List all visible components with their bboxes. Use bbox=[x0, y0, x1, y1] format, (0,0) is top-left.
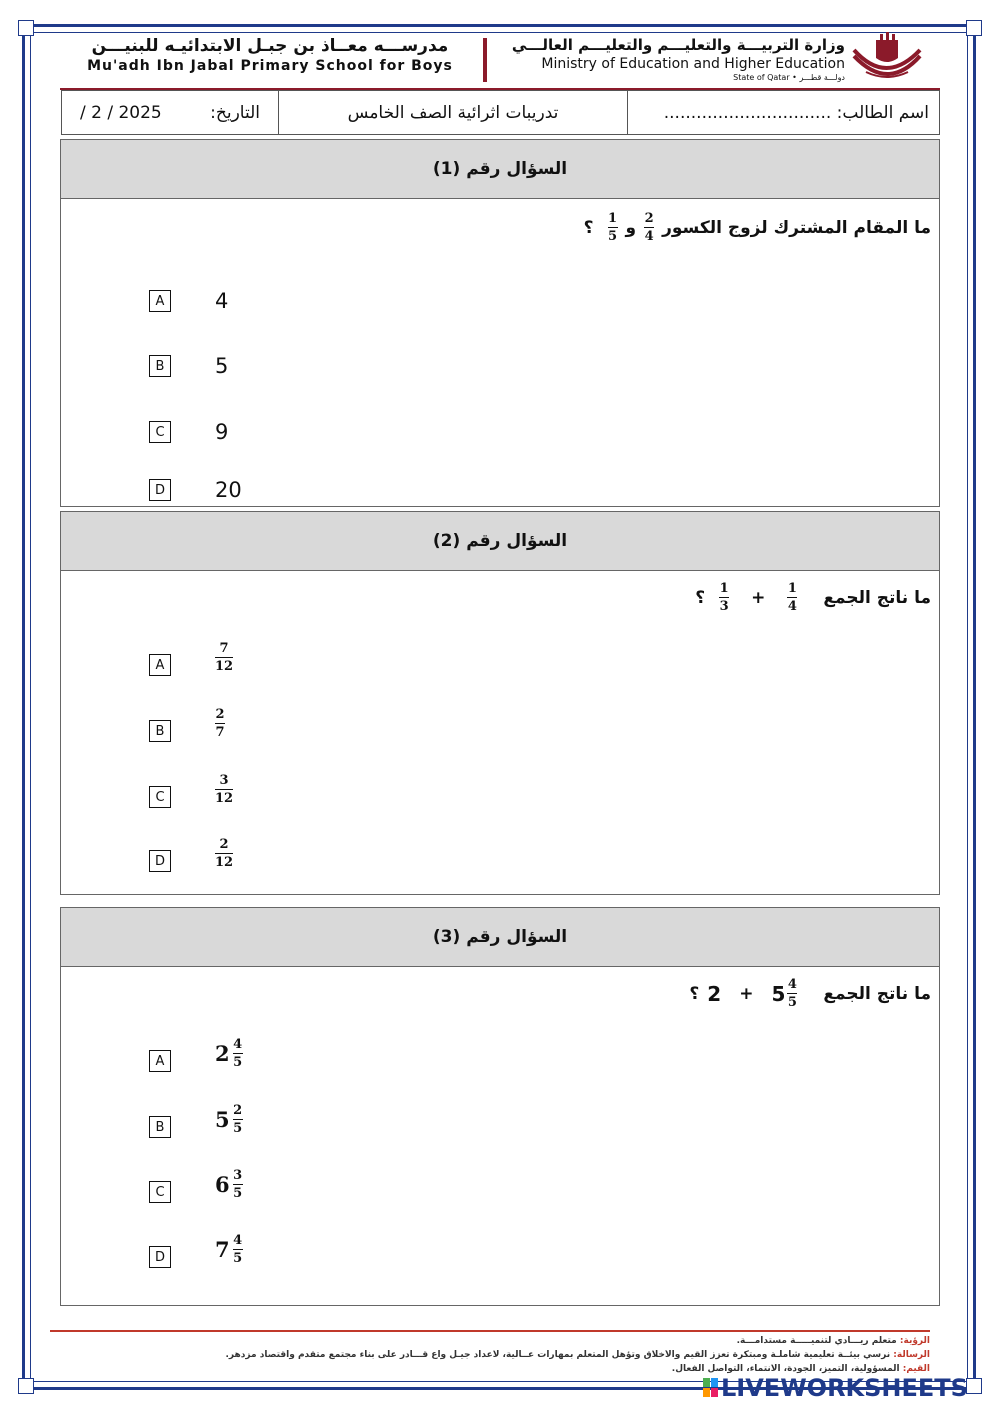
option-d[interactable] bbox=[149, 1233, 243, 1268]
date-label: التاريخ: bbox=[210, 102, 260, 123]
fraction: $\frac{4}{5}$ bbox=[787, 977, 797, 1010]
date-field[interactable] bbox=[62, 91, 278, 134]
question-2-heading: السؤال رقم (2) bbox=[61, 512, 939, 571]
mission-text: نرسي بيئــة تعليمية شاملـة ومبتكرة تعزز القيم والأخلاق وتؤهل المتعلم بمهارات عــالية، لاعداد جيـل واع قـــادر على بناء مجتمع متقدم واقتصاد مزدهر. bbox=[225, 1350, 891, 1360]
option-letter[interactable]: A bbox=[149, 654, 171, 676]
corner-ornament bbox=[18, 20, 34, 36]
header-divider bbox=[483, 38, 487, 82]
option-letter[interactable]: B bbox=[149, 355, 171, 377]
footer bbox=[50, 1330, 930, 1374]
worksheet-title-cell bbox=[278, 91, 627, 134]
student-name-field[interactable] bbox=[627, 91, 939, 134]
liveworksheets-logo-icon bbox=[703, 1378, 719, 1398]
question-3-text bbox=[689, 978, 931, 1009]
info-row bbox=[61, 90, 940, 135]
option-value: 2 $\frac{4}{5}$ bbox=[215, 1037, 243, 1070]
option-value: $\frac{2}{12}$ bbox=[215, 837, 234, 870]
option-value: $\frac{7}{12}$ bbox=[215, 641, 234, 674]
question-2 bbox=[60, 511, 940, 895]
footer-vision bbox=[50, 1336, 930, 1346]
option-value: $\frac{3}{12}$ bbox=[215, 773, 234, 806]
question-3 bbox=[60, 907, 940, 1306]
fraction: $\frac{1}{3}$ bbox=[719, 581, 729, 614]
fraction: $\frac{1}{4}$ bbox=[787, 581, 797, 614]
option-d[interactable] bbox=[149, 478, 242, 502]
school-name-english: Mu'adh Ibn Jabal Primary School for Boys bbox=[87, 58, 453, 74]
option-value: $\frac{2}{7}$ bbox=[215, 707, 225, 740]
option-letter[interactable]: D bbox=[149, 850, 171, 872]
option-a[interactable] bbox=[149, 289, 229, 313]
question-1-heading: السؤال رقم (1) bbox=[61, 140, 939, 199]
whole-number: 2 bbox=[707, 981, 722, 1006]
ministry-name-english: Ministry of Education and Higher Education bbox=[541, 56, 845, 72]
question-mark: ؟ bbox=[695, 587, 706, 608]
mission-label: الرسالة: bbox=[893, 1350, 930, 1360]
fraction: $\frac{1}{5}$ bbox=[608, 211, 618, 244]
values-text: المسؤولية، التميز، الجودة، الانتماء، التواصل الفعال. bbox=[671, 1364, 900, 1374]
joiner: + bbox=[751, 587, 766, 608]
document-header bbox=[60, 30, 940, 90]
fraction: $\frac{2}{4}$ bbox=[644, 211, 654, 244]
option-value: 7 $\frac{4}{5}$ bbox=[215, 1233, 243, 1266]
student-name-label: اسم الطالب: ............................... bbox=[663, 102, 929, 123]
option-b[interactable] bbox=[149, 354, 229, 378]
school-name bbox=[80, 36, 460, 74]
option-letter[interactable]: D bbox=[149, 1246, 171, 1268]
ministry-emblem-icon bbox=[846, 32, 928, 88]
worksheet-title: تدريبات اثرائية الصف الخامس bbox=[347, 102, 559, 123]
footer-values bbox=[50, 1364, 930, 1374]
option-letter[interactable]: C bbox=[149, 786, 171, 808]
question-1 bbox=[60, 139, 940, 507]
vision-text: متعلم ريـــادي لتنميـــــة مستدامـــة. bbox=[736, 1336, 897, 1346]
option-letter[interactable]: A bbox=[149, 1050, 171, 1072]
values-label: القيم: bbox=[902, 1364, 930, 1374]
option-value: 4 bbox=[215, 289, 229, 313]
question-text: ما المقام المشترك لزوج الكسور bbox=[662, 217, 931, 238]
date-value: / 2 / 2025 bbox=[80, 102, 162, 123]
footer-divider bbox=[50, 1330, 930, 1332]
option-a[interactable] bbox=[149, 641, 234, 676]
corner-ornament bbox=[18, 1378, 34, 1394]
school-name-arabic: مدرســـه معــاذ بن جبـل الابتدائيـه للبنيـــن bbox=[91, 36, 449, 56]
option-c[interactable] bbox=[149, 420, 229, 444]
option-value: 9 bbox=[215, 420, 229, 444]
ministry-name bbox=[505, 36, 845, 82]
whole-number: 5 bbox=[771, 981, 786, 1006]
question-2-text bbox=[695, 582, 931, 613]
question-mark: ؟ bbox=[583, 217, 594, 238]
vision-label: الرؤية: bbox=[899, 1336, 930, 1346]
option-c[interactable] bbox=[149, 773, 234, 808]
option-letter[interactable]: B bbox=[149, 720, 171, 742]
option-value: 6 $\frac{3}{5}$ bbox=[215, 1168, 243, 1201]
ministry-name-arabic: وزارة التربيـــة والتعليـــم والتعليـــم العالـــي bbox=[511, 36, 845, 54]
option-b[interactable] bbox=[149, 1103, 243, 1138]
question-text: ما ناتج الجمع bbox=[823, 587, 931, 608]
state-label: State of Qatar • دولـــة قطـــر bbox=[733, 73, 845, 82]
option-d[interactable] bbox=[149, 837, 234, 872]
option-letter[interactable]: C bbox=[149, 1181, 171, 1203]
option-letter[interactable]: D bbox=[149, 479, 171, 501]
corner-ornament bbox=[966, 20, 982, 36]
option-value: 5 bbox=[215, 354, 229, 378]
option-c[interactable] bbox=[149, 1168, 243, 1203]
option-b[interactable] bbox=[149, 707, 225, 742]
option-value: 20 bbox=[215, 478, 242, 502]
option-a[interactable] bbox=[149, 1037, 243, 1072]
option-letter[interactable]: B bbox=[149, 1116, 171, 1138]
option-value: 5 $\frac{2}{5}$ bbox=[215, 1103, 243, 1136]
question-1-text bbox=[584, 212, 931, 243]
question-3-heading: السؤال رقم (3) bbox=[61, 908, 939, 967]
question-text: ما ناتج الجمع bbox=[823, 983, 931, 1004]
joiner: + bbox=[739, 983, 754, 1004]
corner-ornament bbox=[966, 1378, 982, 1394]
question-mark: ؟ bbox=[689, 983, 700, 1004]
liveworksheets-watermark: LIVEWORKSHEETS bbox=[721, 1374, 968, 1402]
option-letter[interactable]: A bbox=[149, 290, 171, 312]
joiner: و bbox=[625, 217, 637, 238]
option-letter[interactable]: C bbox=[149, 421, 171, 443]
footer-mission bbox=[50, 1350, 930, 1360]
